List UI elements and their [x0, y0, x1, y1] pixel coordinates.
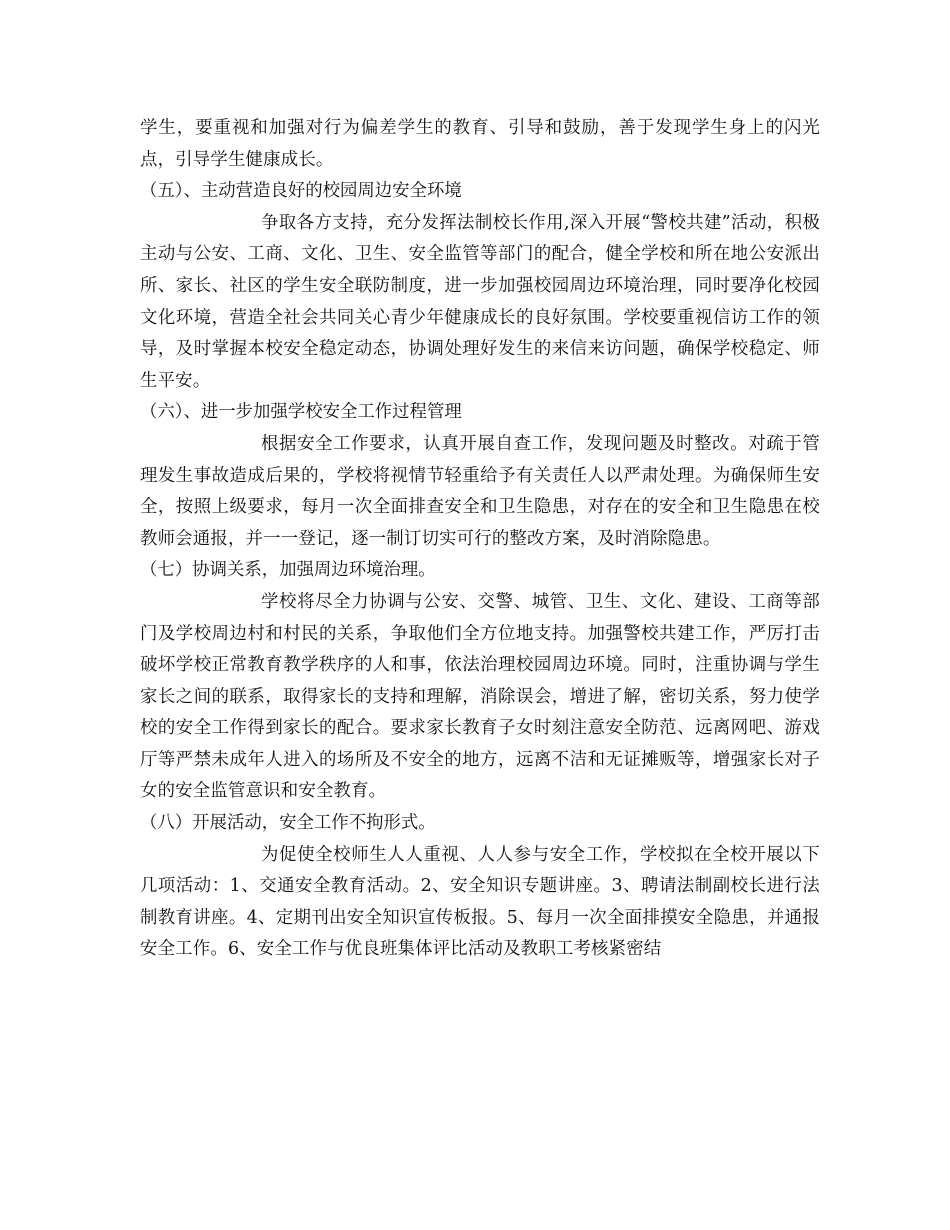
- section-heading-8: （八）开展活动，安全工作不拘形式。: [140, 813, 436, 834]
- paragraph-section-5: 争取各方支持，充分发挥法制校长作用,深入开展“警校共建”活动，积极主动与公安、工商、文化、卫生、安全监管等部门的配合，健全学校和所在地公安派出所、家长、社区的学生安全联防制度，进一步加强校园周边环境治理，同时要净化校园文化环境，营造全社会共同关心青少年健康成长的良好氛围。学校要重视信访工作的领导，及时掌握本校安全稳定动态，协调处理好发生的来信来访问题，确保学校稳定、师生平安。: [140, 212, 820, 391]
- section-heading-6: （六）、进一步加强学校安全工作过程管理: [140, 402, 462, 423]
- paragraph-section-6: 根据安全工作要求，认真开展自查工作，发现问题及时整改。对疏于管理发生事故造成后果的，学校将视情节轻重给予有关责任人以严肃处理。为确保师生安全，按照上级要求，每月一次全面排查安全和卫生隐患，对存在的安全和卫生隐患在校教师会通报，并一一登记，逐一制订切实可行的整改方案，及时消除隐患。: [140, 433, 820, 549]
- paragraph-section-7: 学校将尽全力协调与公安、交警、城管、卫生、文化、建设、工商等部门及学校周边村和村民的关系，争取他们全方位地支持。加强警校共建工作，严厉打击破坏学校正常教育教学秩序的人和事，依法治理校园周边环境。同时，注重协调与学生家长之间的联系，取得家长的支持和理解，消除误会，增进了解，密切关系，努力使学校的安全工作得到家长的配合。要求家长教育子女时刻注意安全防范、远离网吧、游戏厅等严禁未成年人进入的场所及不安全的地方，远离不洁和无证摊贩等，增强家长对子女的安全监管意识和安全教育。: [140, 591, 820, 802]
- section-heading-7: （七）协调关系，加强周边环境治理。: [140, 560, 436, 581]
- section-heading-5: （五）、主动营造良好的校园周边安全环境: [140, 181, 462, 202]
- document-body: [140, 113, 820, 966]
- paragraph-section-8: 为促使全校师生人人重视、人人参与安全工作，学校拟在全校开展以下几项活动：1、交通安全教育活动。2、安全知识专题讲座。3、聘请法制副校长进行法制教育讲座。4、定期刊出安全知识宣传板报。5、每月一次全面排摸安全隐患，并通报安全工作。6、安全工作与优良班集体评比活动及教职工考核紧密结: [140, 844, 820, 960]
- paragraph-continuation: 学生，要重视和加强对行为偏差学生的教育、引导和鼓励，善于发现学生身上的闪光点，引导学生健康成长。: [140, 118, 820, 170]
